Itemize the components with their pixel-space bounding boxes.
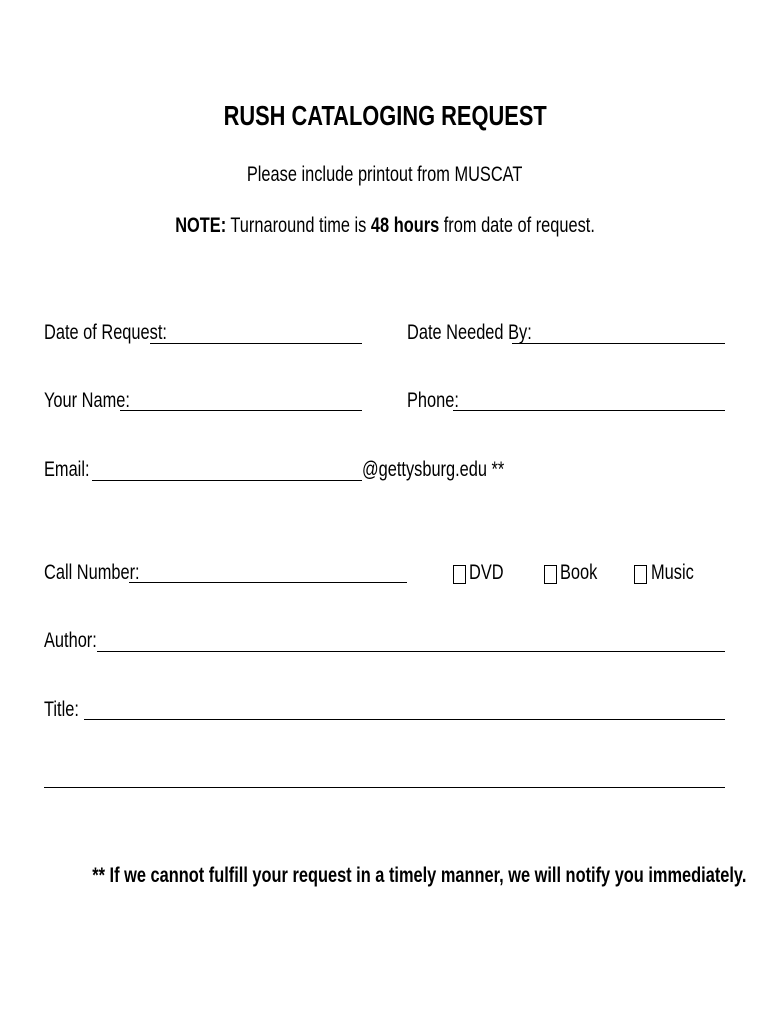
call-number-label: Call Number:	[44, 561, 140, 584]
book-label: Book	[560, 561, 598, 584]
note-prefix: NOTE:	[175, 214, 227, 237]
phone-label: Phone:	[407, 389, 459, 412]
phone-field[interactable]	[453, 410, 725, 411]
your-name-field[interactable]	[120, 410, 362, 411]
date-of-request-label: Date of Request:	[44, 321, 167, 344]
email-domain-label: @gettysburg.edu **	[362, 458, 505, 481]
your-name-label: Your Name:	[44, 389, 130, 412]
turnaround-note	[0, 214, 770, 238]
title-continuation-field[interactable]	[44, 787, 725, 788]
music-label: Music	[651, 561, 694, 584]
note-text-after: from date of request.	[443, 214, 595, 237]
email-label: Email:	[44, 458, 90, 481]
form-subtitle: Please include printout from MUSCAT	[247, 163, 523, 186]
form-title: RUSH CATALOGING REQUEST	[223, 100, 547, 131]
author-field[interactable]	[97, 651, 725, 652]
dvd-label: DVD	[469, 561, 504, 584]
footer-notice: ** If we cannot fulfill your request in a timely manner, we will notify you immediately.	[92, 864, 747, 887]
dvd-checkbox[interactable]	[453, 565, 466, 584]
date-of-request-field[interactable]	[150, 343, 362, 344]
music-checkbox[interactable]	[634, 565, 647, 584]
note-text-before: Turnaround time is	[230, 214, 367, 237]
email-field[interactable]	[92, 480, 362, 481]
title-field[interactable]	[84, 719, 725, 720]
date-needed-by-label: Date Needed By:	[407, 321, 532, 344]
book-checkbox[interactable]	[544, 565, 557, 584]
note-hours: 48 hours	[370, 214, 440, 237]
date-needed-by-field[interactable]	[512, 343, 725, 344]
author-label: Author:	[44, 629, 97, 652]
title-label: Title:	[44, 698, 79, 721]
call-number-field[interactable]	[129, 582, 407, 583]
